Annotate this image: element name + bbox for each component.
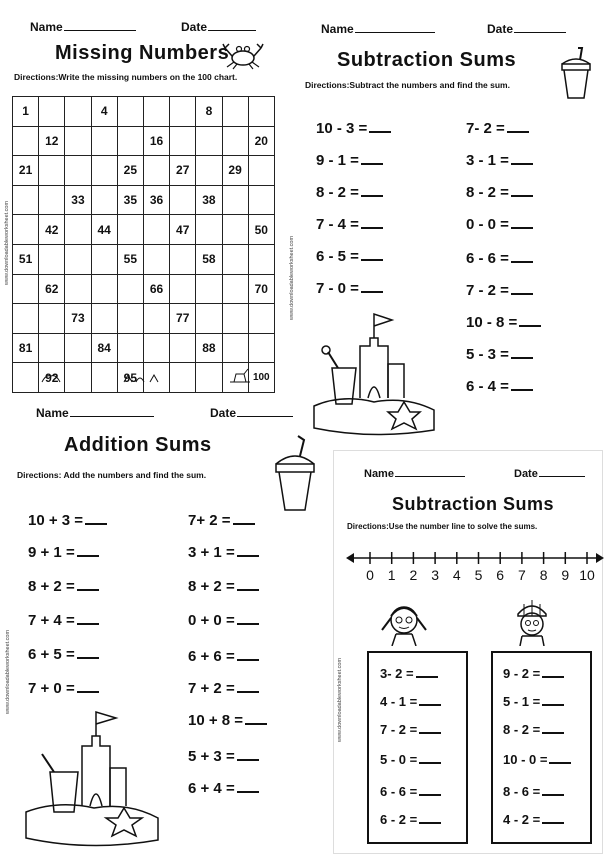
number-line-label: 9 [561, 567, 570, 583]
equation-row [380, 752, 441, 767]
grid-cell-blank[interactable] [39, 304, 65, 334]
equation-text: 0 + 0 = [188, 612, 235, 629]
equation-row [503, 722, 564, 737]
answer-blank[interactable] [542, 675, 564, 678]
grid-cell-number: 44 [91, 215, 117, 245]
answer-blank[interactable] [542, 793, 564, 796]
directions-text: Directions:Subtract the numbers and find the sum. [305, 80, 510, 90]
grid-cell-blank[interactable] [170, 363, 196, 393]
grid-cell-blank[interactable] [65, 363, 91, 393]
answer-blank[interactable] [77, 656, 99, 659]
equation-row [316, 216, 383, 233]
grid-cell-blank[interactable] [65, 97, 91, 127]
grid-cell-blank[interactable] [196, 126, 222, 156]
answer-blank[interactable] [369, 130, 391, 133]
number-line-label: 6 [496, 567, 505, 583]
grid-cell-blank[interactable] [117, 304, 143, 334]
grid-cell-blank[interactable] [222, 333, 248, 363]
grid-cell-number: 21 [13, 156, 39, 186]
number-line-label: 7 [517, 567, 526, 583]
equation-text: 4 - 2 = [503, 812, 541, 827]
grid-cell-blank[interactable] [65, 333, 91, 363]
name-label: Name [364, 468, 465, 480]
equation-row [188, 748, 259, 765]
equation-row [188, 578, 259, 595]
equation-text: 9 + 1 = [28, 544, 75, 561]
name-label: Name [30, 20, 136, 34]
grid-cell-blank[interactable] [222, 126, 248, 156]
equation-row [188, 544, 259, 561]
grid-cell-blank[interactable] [117, 333, 143, 363]
number-line-label: 5 [474, 567, 483, 583]
shells-icon [122, 372, 164, 384]
grid-row [13, 244, 275, 274]
grid-cell-blank[interactable] [117, 274, 143, 304]
answer-blank[interactable] [511, 356, 533, 359]
answer-blank[interactable] [77, 588, 99, 591]
grid-row [13, 333, 275, 363]
grid-cell-blank[interactable] [248, 333, 274, 363]
grid-cell-blank[interactable] [170, 333, 196, 363]
number-line-label: 3 [431, 567, 439, 583]
date-label: Date [487, 22, 566, 36]
grid-cell-blank[interactable] [143, 244, 169, 274]
grid-cell-blank[interactable] [13, 304, 39, 334]
answer-blank[interactable] [549, 761, 571, 764]
equation-row [503, 812, 564, 827]
grid-cell-number: 12 [39, 126, 65, 156]
grid-cell-number: 35 [117, 185, 143, 215]
equation-row [316, 184, 383, 201]
boy-character-icon [510, 596, 554, 646]
answer-blank[interactable] [361, 226, 383, 229]
grid-cell-blank[interactable] [91, 244, 117, 274]
starfish-icon [40, 372, 62, 384]
equation-text: 6 + 6 = [188, 648, 235, 665]
answer-blank[interactable] [511, 260, 533, 263]
equation-row [28, 646, 99, 663]
equation-text: 6 - 4 = [466, 378, 509, 395]
answer-blank[interactable] [511, 194, 533, 197]
grid-cell-number: 58 [196, 244, 222, 274]
equation-row [316, 152, 383, 169]
grid-cell-blank[interactable] [65, 274, 91, 304]
equation-row [380, 784, 441, 799]
grid-cell-blank[interactable] [39, 156, 65, 186]
grid-cell-number: 55 [117, 244, 143, 274]
grid-cell-blank[interactable] [222, 274, 248, 304]
answer-blank[interactable] [361, 194, 383, 197]
grid-cell-number: 95 [117, 363, 143, 393]
grid-cell-blank[interactable] [222, 185, 248, 215]
grid-cell-blank[interactable] [222, 97, 248, 127]
grid-cell-blank[interactable] [170, 185, 196, 215]
grid-cell-blank[interactable] [39, 97, 65, 127]
grid-cell-blank[interactable] [248, 97, 274, 127]
equation-text: 5 - 0 = [380, 752, 418, 767]
grid-cell-blank[interactable] [91, 126, 117, 156]
name-label: Name [321, 22, 435, 36]
grid-cell-number: 29 [222, 156, 248, 186]
date-label: Date [514, 468, 585, 480]
answer-blank[interactable] [237, 758, 259, 761]
equation-text: 9 - 2 = [503, 666, 541, 681]
sand-bucket-icon [270, 434, 320, 514]
grid-cell-number: 50 [248, 215, 274, 245]
equation-text: 3- 2 = [380, 666, 414, 681]
equation-text: 6 + 4 = [188, 780, 235, 797]
grid-cell-blank[interactable] [91, 274, 117, 304]
equation-row [316, 120, 391, 137]
grid-cell-blank[interactable] [39, 333, 65, 363]
answer-blank[interactable] [237, 588, 259, 591]
equation-row [380, 694, 441, 709]
answer-blank[interactable] [245, 722, 267, 725]
grid-cell-number: 62 [39, 274, 65, 304]
grid-cell-blank[interactable] [248, 185, 274, 215]
equation-text: 6 + 5 = [28, 646, 75, 663]
grid-cell-number: 25 [117, 156, 143, 186]
equation-text: 5 + 3 = [188, 748, 235, 765]
equation-text: 8 - 2 = [503, 722, 541, 737]
equation-row [466, 184, 533, 201]
equation-text: 9 - 1 = [316, 152, 359, 169]
bucket-icon [228, 368, 252, 384]
sandcastle-icon [24, 706, 160, 852]
equation-row [503, 752, 571, 767]
directions-text: Directions:Write the missing numbers on the 100 chart. [14, 72, 238, 82]
equation-text: 4 - 1 = [380, 694, 418, 709]
equation-row [466, 152, 533, 169]
date-label: Date [210, 406, 293, 420]
grid-cell-blank[interactable] [143, 97, 169, 127]
equation-row [188, 780, 259, 797]
page-title: Subtraction Sums [337, 49, 517, 71]
equation-row [188, 712, 267, 729]
answer-blank[interactable] [511, 226, 533, 229]
name-label: Name [36, 406, 154, 420]
grid-cell-blank[interactable] [170, 97, 196, 127]
answer-blank[interactable] [237, 690, 259, 693]
equation-text: 7 - 2 = [380, 722, 418, 737]
grid-cell-blank[interactable] [91, 185, 117, 215]
grid-row [13, 304, 275, 334]
equation-row [466, 216, 533, 233]
grid-cell-blank[interactable] [65, 126, 91, 156]
answer-blank[interactable] [237, 554, 259, 557]
equation-row [466, 346, 533, 363]
answer-blank[interactable] [419, 761, 441, 764]
watermark-text: www.downloadableworksheet.com [4, 200, 10, 285]
number-line [344, 548, 606, 568]
equation-row [28, 544, 99, 561]
answer-blank[interactable] [511, 292, 533, 295]
grid-cell-number: 36 [143, 185, 169, 215]
answer-blank[interactable] [542, 731, 564, 734]
answer-blank[interactable] [77, 554, 99, 557]
grid-cell-number: 100 [248, 363, 274, 393]
answer-blank[interactable] [361, 290, 383, 293]
equation-row [316, 248, 383, 265]
equation-text: 7 + 2 = [188, 680, 235, 697]
watermark-text: www.downloadableworksheet.com [289, 235, 295, 320]
grid-cell-number: 73 [65, 304, 91, 334]
grid-row [13, 126, 275, 156]
equation-text: 3 - 1 = [466, 152, 509, 169]
grid-cell-blank[interactable] [222, 244, 248, 274]
answer-blank[interactable] [519, 324, 541, 327]
equation-text: 7 - 0 = [316, 280, 359, 297]
answer-blank[interactable] [361, 258, 383, 261]
equation-text: 7 - 2 = [466, 282, 509, 299]
grid-cell-blank[interactable] [196, 363, 222, 393]
number-line-label: 4 [452, 567, 461, 583]
hundred-chart [12, 96, 275, 393]
answer-blank[interactable] [361, 162, 383, 165]
equation-row [503, 666, 564, 681]
equation-row [503, 694, 564, 709]
equation-text: 7 + 0 = [28, 680, 75, 697]
grid-cell-blank[interactable] [248, 244, 274, 274]
number-line-label: 8 [539, 567, 548, 583]
grid-row [13, 97, 275, 127]
equation-text: 5 - 3 = [466, 346, 509, 363]
answer-blank[interactable] [542, 821, 564, 824]
equation-row [28, 578, 99, 595]
grid-cell-blank[interactable] [170, 244, 196, 274]
grid-cell-blank[interactable] [117, 215, 143, 245]
grid-cell-number: 27 [170, 156, 196, 186]
equation-row [466, 120, 529, 137]
equation-text: 6 - 2 = [380, 812, 418, 827]
equation-row [466, 378, 533, 395]
grid-cell-blank[interactable] [65, 215, 91, 245]
grid-cell-number: 81 [13, 333, 39, 363]
grid-cell-number: 1 [13, 97, 39, 127]
answer-blank[interactable] [77, 622, 99, 625]
grid-cell-number: 88 [196, 333, 222, 363]
grid-cell-number: 84 [91, 333, 117, 363]
equation-row [188, 512, 255, 529]
page-title: Subtraction Sums [392, 494, 555, 514]
answer-blank[interactable] [416, 675, 438, 678]
equation-text: 7 + 4 = [28, 612, 75, 629]
equation-text: 6 - 6 = [380, 784, 418, 799]
grid-cell-number: 77 [170, 304, 196, 334]
answer-blank[interactable] [237, 790, 259, 793]
equation-row [316, 280, 383, 297]
grid-cell-blank[interactable] [222, 215, 248, 245]
equation-row [188, 680, 259, 697]
equation-row [503, 784, 564, 799]
answer-blank[interactable] [511, 388, 533, 391]
grid-cell-blank[interactable] [13, 363, 39, 393]
sand-bucket-icon [556, 46, 596, 102]
girl-character-icon [378, 596, 430, 646]
grid-cell-number: 16 [143, 126, 169, 156]
equation-text: 8 - 6 = [503, 784, 541, 799]
equation-text: 0 - 0 = [466, 216, 509, 233]
grid-row [13, 185, 275, 215]
grid-cell-blank[interactable] [248, 304, 274, 334]
grid-cell-number: 8 [196, 97, 222, 127]
grid-cell-blank[interactable] [222, 304, 248, 334]
equation-row [380, 722, 441, 737]
number-line-label: 2 [409, 567, 418, 583]
equation-text: 6 - 5 = [316, 248, 359, 265]
grid-cell-blank[interactable] [91, 156, 117, 186]
grid-cell-blank[interactable] [91, 363, 117, 393]
answer-blank[interactable] [542, 703, 564, 706]
grid-cell-blank[interactable] [248, 156, 274, 186]
answer-blank[interactable] [419, 731, 441, 734]
grid-cell-blank[interactable] [196, 274, 222, 304]
grid-cell-number: 70 [248, 274, 274, 304]
grid-cell-blank[interactable] [143, 304, 169, 334]
grid-cell-number: 20 [248, 126, 274, 156]
grid-cell-blank[interactable] [196, 156, 222, 186]
equation-row [466, 250, 533, 267]
grid-cell-blank[interactable] [13, 215, 39, 245]
answer-blank[interactable] [419, 793, 441, 796]
grid-cell-number: 66 [143, 274, 169, 304]
equation-text: 10 - 0 = [503, 752, 548, 767]
answer-blank[interactable] [507, 130, 529, 133]
grid-cell-blank[interactable] [13, 185, 39, 215]
equation-text: 8 + 2 = [188, 578, 235, 595]
grid-cell-blank[interactable] [65, 244, 91, 274]
grid-cell-blank[interactable] [39, 244, 65, 274]
grid-cell-blank[interactable] [13, 274, 39, 304]
grid-cell-blank[interactable] [170, 126, 196, 156]
grid-row [13, 215, 275, 245]
grid-cell-blank[interactable] [196, 215, 222, 245]
grid-cell-number: 38 [196, 185, 222, 215]
equation-text: 10 + 8 = [188, 712, 244, 729]
answer-blank[interactable] [419, 821, 441, 824]
answer-blank[interactable] [419, 703, 441, 706]
answer-blank[interactable] [77, 690, 99, 693]
directions-text: Directions: Add the numbers and find the sum. [17, 470, 207, 480]
answer-blank[interactable] [237, 622, 259, 625]
grid-cell-number: 51 [13, 244, 39, 274]
equation-text: 10 + 3 = [28, 512, 84, 529]
equation-row [466, 282, 533, 299]
grid-cell-blank[interactable] [143, 215, 169, 245]
crab-icon [221, 38, 265, 70]
equation-row [380, 666, 438, 681]
number-line-label: 1 [387, 567, 396, 583]
page-title: Missing Numbers [55, 42, 230, 64]
grid-cell-blank[interactable] [196, 304, 222, 334]
equation-row [188, 612, 259, 629]
equation-text: 8 - 2 = [466, 184, 509, 201]
page-title: Addition Sums [64, 434, 212, 456]
grid-cell-blank[interactable] [117, 126, 143, 156]
equation-text: 8 + 2 = [28, 578, 75, 595]
grid-cell-number: 4 [91, 97, 117, 127]
equation-row [466, 314, 541, 331]
equation-text: 7- 2 = [466, 120, 505, 137]
number-line-label: 10 [579, 567, 595, 583]
grid-cell-number: 33 [65, 185, 91, 215]
grid-cell-blank[interactable] [39, 185, 65, 215]
equation-text: 6 - 6 = [466, 250, 509, 267]
answer-blank[interactable] [233, 522, 255, 525]
equation-text: 7 - 4 = [316, 216, 359, 233]
equation-row [28, 680, 99, 697]
grid-cell-blank[interactable] [143, 333, 169, 363]
grid-cell-blank[interactable] [91, 304, 117, 334]
grid-cell-blank[interactable] [117, 97, 143, 127]
date-label: Date [181, 20, 256, 34]
grid-row [13, 274, 275, 304]
equation-text: 8 - 2 = [316, 184, 359, 201]
equation-row [380, 812, 441, 827]
directions-text: Directions:Use the number line to solve the sums. [347, 522, 538, 531]
number-line-label: 0 [366, 567, 374, 583]
equation-row [28, 512, 107, 529]
answer-blank[interactable] [511, 162, 533, 165]
equation-row [188, 648, 259, 665]
grid-cell-number: 92 [39, 363, 65, 393]
answer-blank[interactable] [237, 658, 259, 661]
grid-cell-blank[interactable] [143, 156, 169, 186]
equation-text: 7+ 2 = [188, 512, 231, 529]
grid-cell-blank[interactable] [13, 126, 39, 156]
equation-text: 3 + 1 = [188, 544, 235, 561]
equation-text: 10 - 8 = [466, 314, 518, 331]
grid-cell-number: 42 [39, 215, 65, 245]
watermark-text: www.downloadableworksheet.com [5, 629, 11, 714]
grid-cell-blank[interactable] [170, 274, 196, 304]
equation-text: 5 - 1 = [503, 694, 541, 709]
grid-row [13, 156, 275, 186]
grid-cell-number: 47 [170, 215, 196, 245]
sandcastle-icon [312, 306, 436, 440]
grid-cell-blank[interactable] [65, 156, 91, 186]
equation-row [28, 612, 99, 629]
watermark-text: www.downloadableworksheet.com [337, 657, 343, 742]
equation-text: 10 - 3 = [316, 120, 368, 137]
answer-blank[interactable] [85, 522, 107, 525]
